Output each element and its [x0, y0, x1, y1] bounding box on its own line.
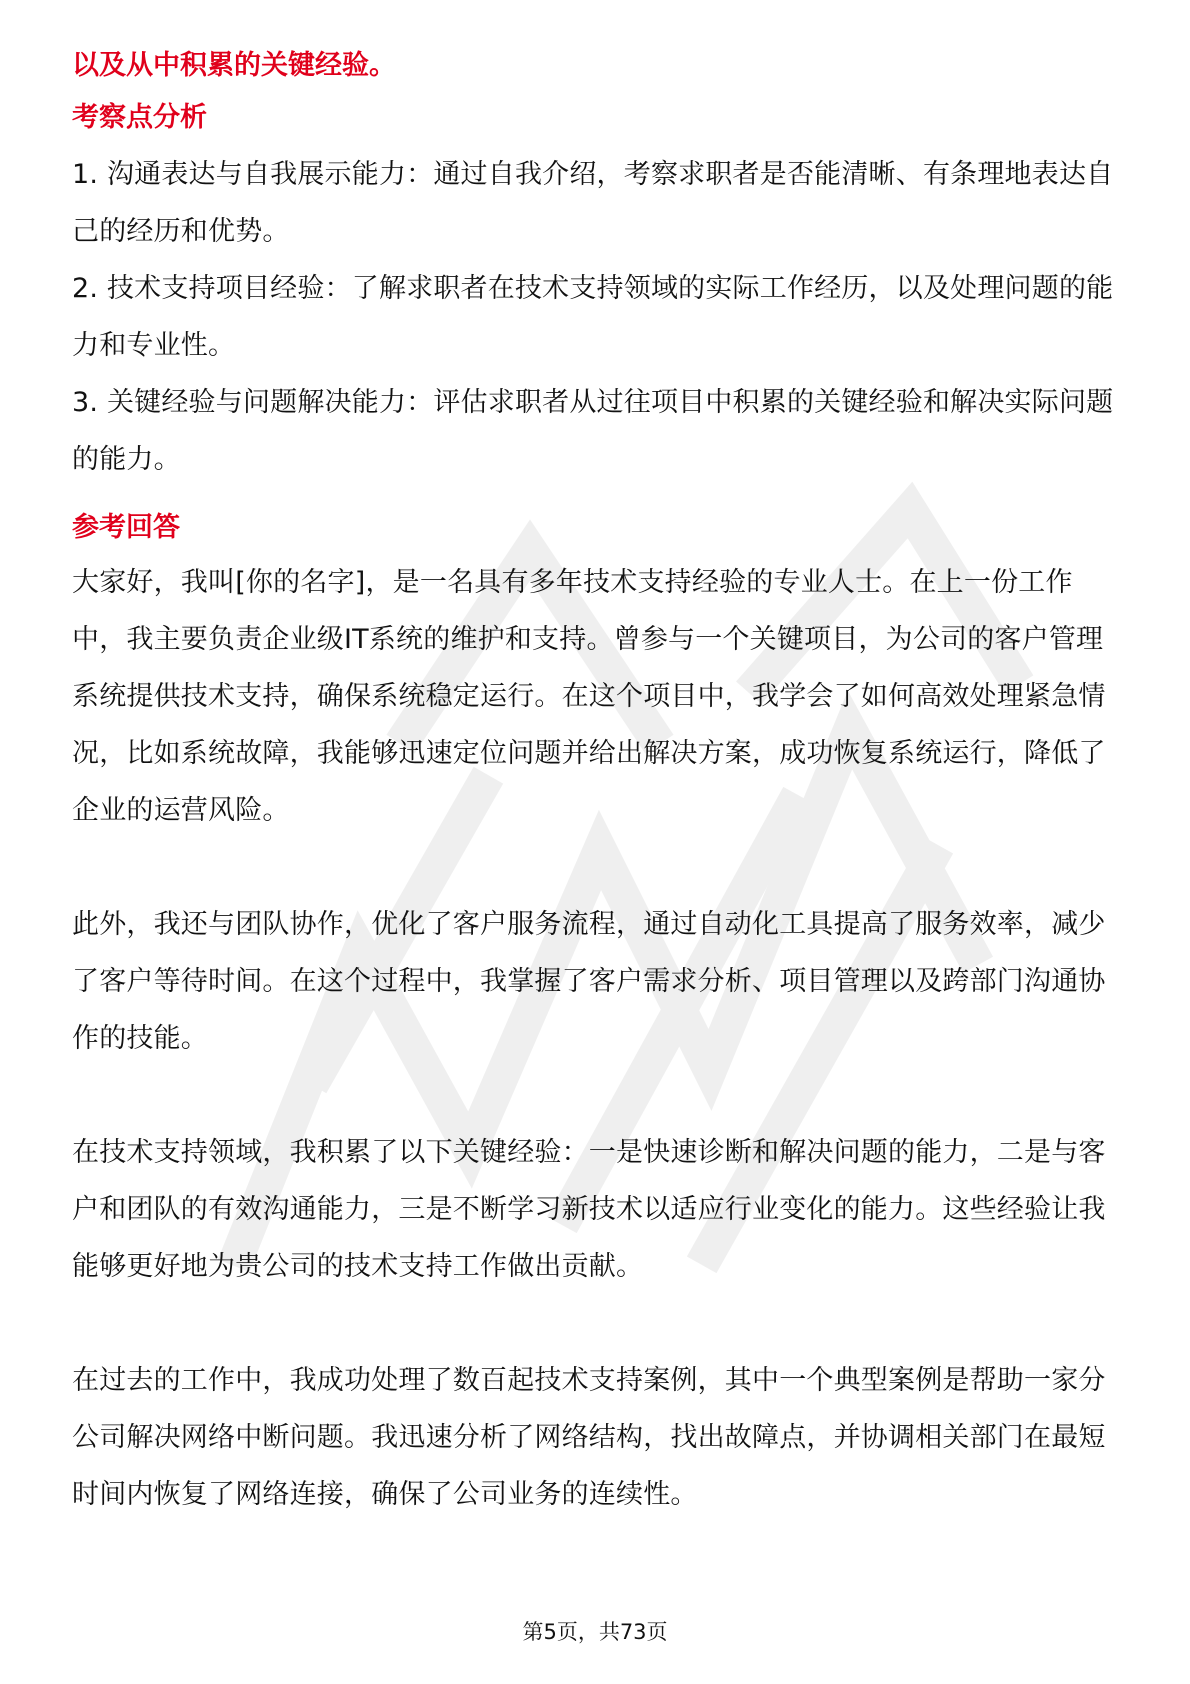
answer-paragraph-4: 在过去的工作中，我成功处理了数百起技术支持案例，其中一个典型案例是帮助一家分公司解决网络中断问题。我迅速分析了网络结构，找出故障点，并协调相关部门在最短时间内恢复了网络连接，确保了公司业务的连续性。: [72, 1365, 1106, 1510]
analysis-item-3: 3. 关键经验与问题解决能力：评估求职者从过往项目中积累的关键经验和解决实际问题的能力。: [72, 387, 1114, 475]
answer-paragraph-2: 此外，我还与团队协作，优化了客户服务流程，通过自动化工具提高了服务效率，减少了客户等待时间。在这个过程中，我掌握了客户需求分析、项目管理以及跨部门沟通协作的技能。: [72, 909, 1106, 1054]
document-content: [72, 46, 1120, 1523]
paragraph-gap: [72, 839, 1120, 896]
answer-paragraph-1: 大家好，我叫[你的名字]，是一名具有多年技术支持经验的专业人士。在上一份工作中，我主要负责企业级IT系统的维护和支持。曾参与一个关键项目，为公司的客户管理系统提供技术支持，确保系统稳定运行。在这个项目中，我学会了如何高效处理紧急情况，比如系统故障，我能够迅速定位问题并给出解决方案，成功恢复系统运行，降低了企业的运营风险。: [72, 567, 1106, 826]
analysis-item-2: 2. 技术支持项目经验：了解求职者在技术支持领域的实际工作经历，以及处理问题的能力和专业性。: [72, 273, 1114, 361]
intro-line: 以及从中积累的关键经验。: [72, 50, 396, 81]
paragraph-gap: [72, 1295, 1120, 1352]
answer-paragraph-3: 在技术支持领域，我积累了以下关键经验：一是快速诊断和解决问题的能力，二是与客户和团队的有效沟通能力，三是不断学习新技术以适应行业变化的能力。这些经验让我能够更好地为贵公司的技术支持工作做出贡献。: [72, 1137, 1106, 1282]
analysis-item-1: 1. 沟通表达与自我展示能力：通过自我介绍，考察求职者是否能清晰、有条理地表达自己的经历和优势。: [72, 159, 1114, 247]
spacer: [72, 488, 1120, 508]
paragraph-gap: [72, 1067, 1120, 1124]
page-number: 第5页，共73页: [522, 1620, 668, 1644]
analysis-heading: 考察点分析: [72, 102, 207, 133]
answer-heading: 参考回答: [72, 512, 180, 543]
